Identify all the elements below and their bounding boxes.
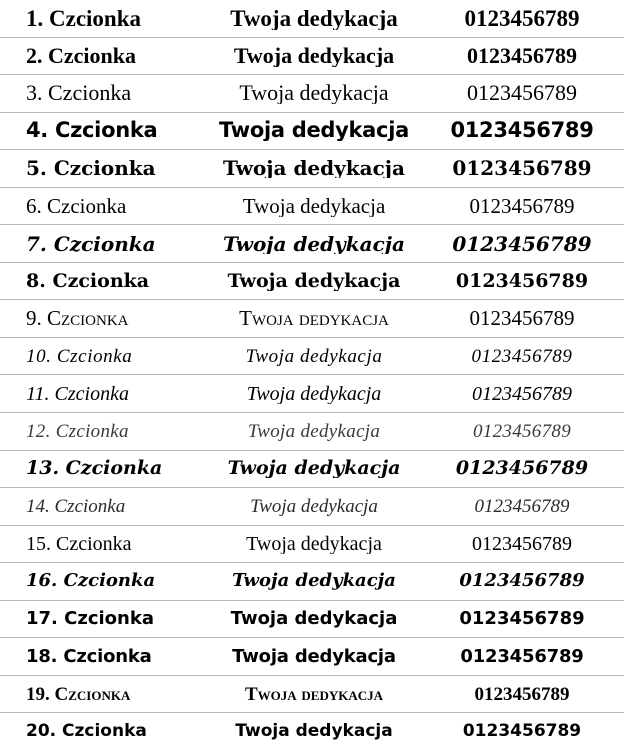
numerals-sample-cell: 0123456789 bbox=[462, 723, 582, 741]
table-row[interactable] bbox=[0, 638, 624, 676]
font-name-cell: 20. Czcionka bbox=[26, 723, 147, 741]
font-name-cell: 1. Czcionka bbox=[26, 6, 141, 30]
table-row[interactable] bbox=[0, 413, 624, 451]
font-name-cell: 4. Czcionka bbox=[26, 120, 158, 142]
dedication-sample-cell: Twoja dedykacja bbox=[232, 572, 396, 591]
numerals-sample-cell: 0123456789 bbox=[469, 308, 575, 330]
dedication-sample-cell: Twoja dedykacja bbox=[219, 120, 409, 142]
numerals-sample-cell: 0123456789 bbox=[459, 572, 585, 591]
font-name-cell: 14. Czcionka bbox=[26, 496, 126, 516]
dedication-sample-cell: Twoja dedykacja bbox=[227, 271, 401, 291]
dedication-sample-cell: Twoja dedykacja bbox=[247, 421, 381, 441]
table-row[interactable] bbox=[0, 601, 624, 639]
numerals-sample-cell: 0123456789 bbox=[464, 6, 580, 30]
dedication-sample-cell: Twoja dedykacja bbox=[239, 82, 389, 105]
font-name-cell: 18. Czcionka bbox=[26, 647, 152, 666]
numerals-sample-cell: 0123456789 bbox=[455, 459, 589, 479]
dedication-sample-cell: Twoja dedykacja bbox=[235, 723, 393, 741]
dedication-sample-cell: Twoja dedykacja bbox=[239, 308, 389, 330]
dedication-sample-cell: Twoja dedykacja bbox=[230, 610, 398, 629]
dedication-sample-cell: Twoja dedykacja bbox=[246, 383, 382, 404]
dedication-sample-cell: Twoja dedykacja bbox=[223, 233, 405, 254]
font-name-cell: 6. Czcionka bbox=[26, 195, 127, 217]
numerals-sample-cell: 0123456789 bbox=[455, 271, 589, 291]
table-row[interactable] bbox=[0, 563, 624, 601]
numerals-sample-cell: 0123456789 bbox=[471, 346, 573, 366]
numerals-sample-cell: 0123456789 bbox=[469, 195, 575, 217]
dedication-sample-cell: Twoja dedykacja bbox=[230, 6, 398, 30]
dedication-sample-cell: Twoja dedykacja bbox=[227, 459, 401, 479]
font-name-cell: 11. Czcionka bbox=[26, 383, 129, 404]
dedication-sample-cell: Twoja dedykacja bbox=[223, 158, 405, 179]
font-name-cell: 3. Czcionka bbox=[26, 82, 132, 105]
table-row[interactable] bbox=[0, 263, 624, 301]
table-row[interactable] bbox=[0, 188, 624, 226]
table-row[interactable] bbox=[0, 338, 624, 376]
font-name-cell: 8. Czcionka bbox=[26, 271, 150, 291]
numerals-sample-cell: 0123456789 bbox=[473, 421, 571, 441]
dedication-sample-cell: Twoja dedykacja bbox=[244, 684, 384, 704]
table-row[interactable] bbox=[0, 451, 624, 489]
table-row[interactable] bbox=[0, 676, 624, 714]
font-name-cell: 15. Czcionka bbox=[26, 533, 132, 554]
table-row[interactable] bbox=[0, 300, 624, 338]
table-row[interactable] bbox=[0, 526, 624, 564]
table-row[interactable] bbox=[0, 113, 624, 151]
font-name-cell: 19. Czcionka bbox=[26, 684, 131, 704]
numerals-sample-cell: 0123456789 bbox=[452, 233, 592, 254]
dedication-sample-cell: Twoja dedykacja bbox=[246, 533, 382, 554]
numerals-sample-cell: 0123456789 bbox=[467, 44, 577, 67]
dedication-sample-cell: Twoja dedykacja bbox=[250, 496, 378, 516]
numerals-sample-cell: 0123456789 bbox=[459, 610, 585, 629]
font-name-cell: 7. Czcionka bbox=[26, 233, 156, 254]
table-row[interactable] bbox=[0, 488, 624, 526]
table-row[interactable] bbox=[0, 75, 624, 113]
dedication-sample-cell: Twoja dedykacja bbox=[232, 647, 396, 666]
dedication-sample-cell: Twoja dedykacja bbox=[242, 195, 386, 217]
font-name-cell: 16. Czcionka bbox=[26, 572, 156, 591]
numerals-sample-cell: 0123456789 bbox=[460, 647, 584, 666]
font-name-cell: 13. Czcionka bbox=[26, 459, 163, 479]
numerals-sample-cell: 0123456789 bbox=[472, 533, 572, 554]
font-name-cell: 12. Czcionka bbox=[26, 421, 129, 441]
numerals-sample-cell: 0123456789 bbox=[467, 82, 577, 105]
table-row[interactable] bbox=[0, 375, 624, 413]
table-row[interactable] bbox=[0, 225, 624, 263]
dedication-sample-cell: Twoja dedykacja bbox=[245, 346, 383, 366]
table-row[interactable] bbox=[0, 38, 624, 76]
table-row[interactable] bbox=[0, 713, 624, 750]
numerals-sample-cell: 0123456789 bbox=[474, 496, 570, 516]
font-name-cell: 5. Czcionka bbox=[26, 158, 156, 179]
table-row[interactable] bbox=[0, 150, 624, 188]
dedication-sample-cell: Twoja dedykacja bbox=[233, 44, 395, 67]
font-name-cell: 2. Czcionka bbox=[26, 44, 136, 67]
table-row[interactable] bbox=[0, 0, 624, 38]
numerals-sample-cell: 0123456789 bbox=[452, 158, 592, 179]
numerals-sample-cell: 0123456789 bbox=[450, 120, 594, 142]
numerals-sample-cell: 0123456789 bbox=[474, 684, 570, 704]
font-name-cell: 10. Czcionka bbox=[26, 346, 133, 366]
font-name-cell: 17. Czcionka bbox=[26, 610, 154, 629]
numerals-sample-cell: 0123456789 bbox=[472, 383, 572, 404]
font-name-cell: 9. Czcionka bbox=[26, 308, 129, 330]
